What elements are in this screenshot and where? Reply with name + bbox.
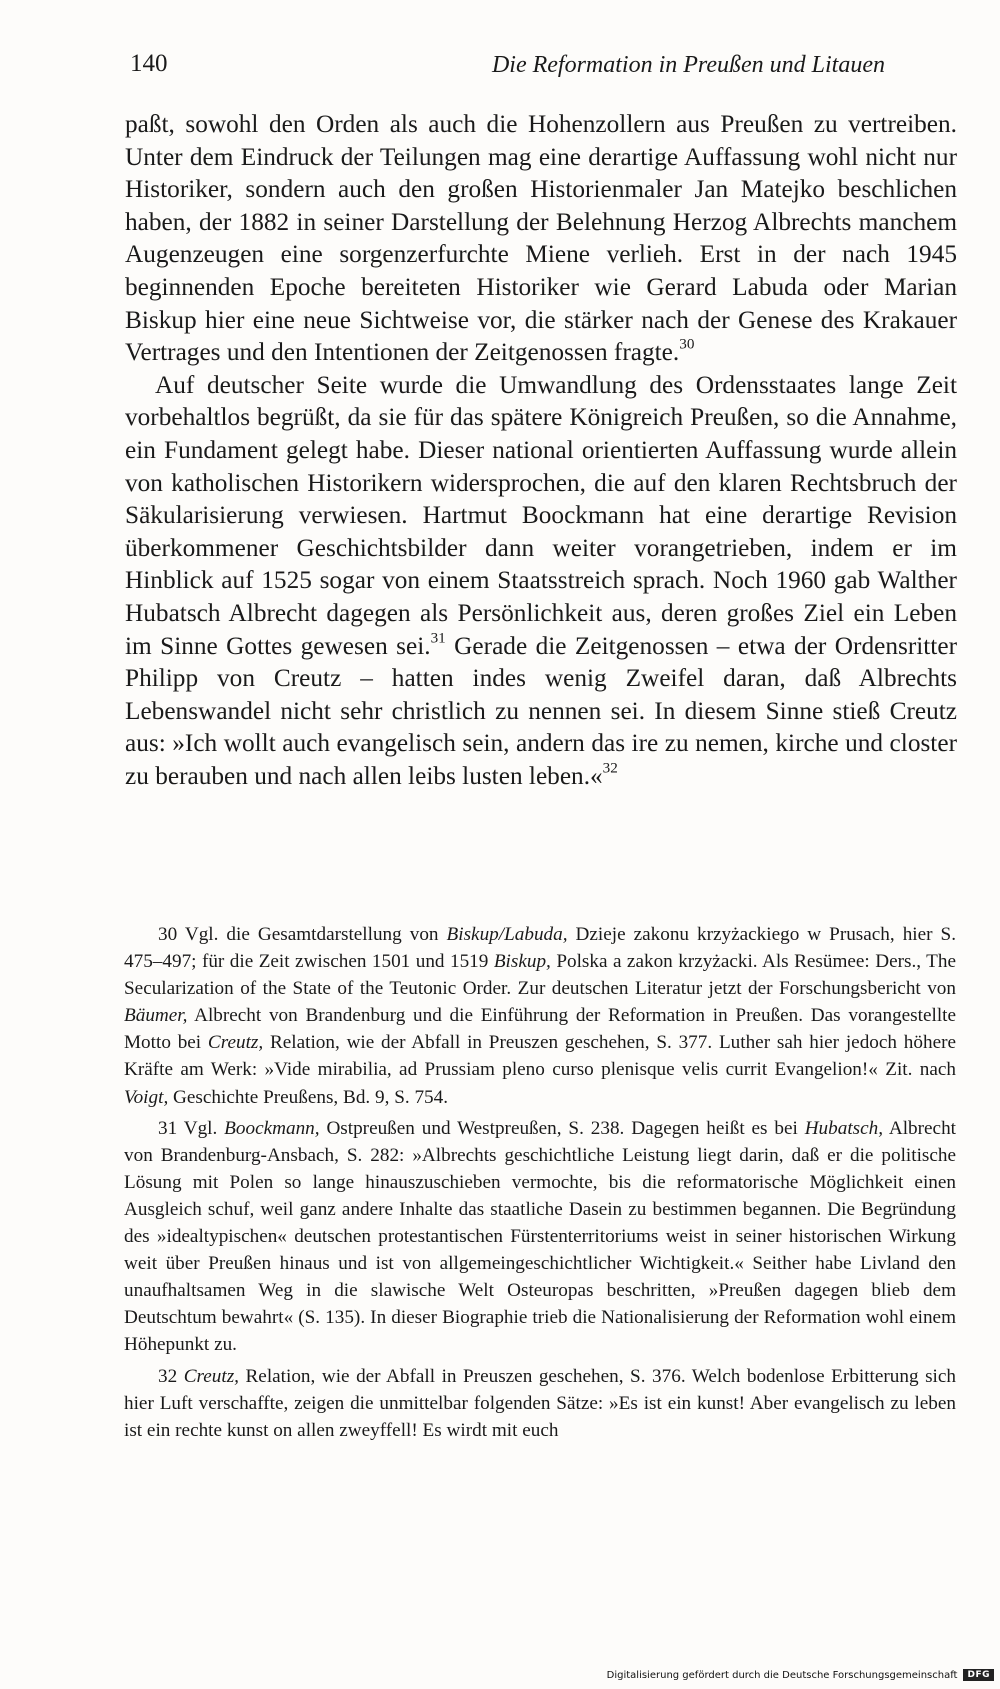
footnote-text: Relation, wie der Abfall in Preuszen geschehen, S. 377. Luther sah hier jedoch höhere Kräfte am Werk: »Vide mirabilia, ad Prussiam pleno curso plenisque velis currit Evangelion!« Zit. nach [124, 1032, 956, 1081]
footnote-31 [124, 1115, 956, 1359]
footnote-author: Creutz, [207, 1032, 264, 1054]
footnote-author: Bäumer, [124, 1005, 188, 1027]
footnote-author: Voigt, [124, 1086, 169, 1108]
footnote-author: Biskup, [493, 951, 551, 973]
footnote-text: Vgl. die Gesamtdarstellung von [177, 924, 447, 945]
paragraph-2 [125, 369, 957, 793]
footnote-author: Biskup/Labuda, [446, 924, 568, 945]
footnote-ref-31[interactable]: 31 [430, 629, 446, 647]
footnotes [124, 921, 956, 1448]
credit-text: Digitalisierung gefördert durch die Deutsche Forschungsgemeinschaft [606, 1669, 958, 1681]
running-head: Die Reformation in Preußen und Litauen [491, 52, 885, 78]
footnote-text: Albrecht von Brandenburg-Ansbach, S. 282: »Albrechts geschichtliche Leistung liegt darin, daß er die politische Lösung mit Polen so lange hinauszuschieben vermochte, bis die reformatorische Möglichkeit einen Ausgleich schuf, weil ganz andere Inhalte das staatliche Dasein zu bestimmen begannen. Die Begründung des »idealtypischen« deutschen protestantischen Fürstenterritoriums weist in seiner historischen Wirkung weit über Preußen hinaus und ist von allgemeingeschichtlicher Wichtigkeit.« Seither habe Livland den unaufhaltsamen Weg in die slawische Welt Osteuropas beschritten, »Preußen dagegen blieb dem Deutschtum bewahrt« (S. 135). In dieser Biographie trieb die Nationalisierung der Reformation wohl einem Höhepunkt zu. [124, 1117, 956, 1356]
footnote-text: Albrecht von Brandenburg und die Einführung der Reformation in Preußen. Das vorangestellte Motto bei [124, 1005, 956, 1054]
digitization-credit [607, 1669, 994, 1681]
footnote-author: Hubatsch, [804, 1117, 884, 1139]
footnote-author: Creutz, [183, 1365, 239, 1387]
footnote-text: Vgl. [177, 1117, 225, 1139]
footnote-text: Relation, wie der Abfall in Preuszen geschehen, S. 376. Welch bodenlose Erbitterung sich hier Luft verschaffte, zeigen die unmittelbar folgenden Sätze: »Es ist ein kunst! Aber evangelisch zu leben ist ein rechte kunst on allen zweyffell! Es wirdt mit euch [124, 1365, 957, 1441]
dfg-logo-icon: DFG [963, 1669, 994, 1681]
footnote-text: Ostpreußen und Westpreußen, S. 238. Dagegen heißt es bei [319, 1117, 805, 1139]
paragraph-2-text-a: Auf deutscher Seite wurde die Umwandlung des Ordensstaates lange Zeit vorbehaltlos begrüßt, da sie für das spätere Königreich Preußen, so die Annahme, ein Fundament gelegt habe. Dieser national orientierten Auffassung wurde allein von katholischen Historikern widersprochen, die auf den klaren Rechtsbruch der Säkularisierung verwiesen. Hartmut Boockmann hat eine derartige Revision überkommener Geschichtsbilder dann weiter vorangetrieben, indem er im Hinblick auf 1525 sogar von einem Staatsstreich sprach. Noch 1960 gab Walther Hubatsch Albrecht dagegen als Persönlichkeit aus, deren großes Ziel ein Leben im Sinne Gottes gewesen sei. [125, 370, 957, 660]
footnote-number: 30 [158, 924, 178, 945]
footnote-32 [124, 1363, 956, 1444]
page-number: 140 [130, 50, 168, 77]
footnote-text: Dzieje zakonu krzyżackiego w Prusach, hier S. 475–497; für die Zeit zwischen 1501 und 1519 [124, 924, 956, 973]
footnote-ref-30[interactable]: 30 [679, 335, 695, 353]
paragraph-1 [125, 108, 957, 369]
footnote-30 [124, 921, 956, 1111]
paragraph-2-text-b: Gerade die Zeitgenossen – etwa der Ordensritter Philipp von Creutz – hatten indes wenig Zweifel daran, daß Albrechts Lebenswandel nicht sehr christlich zu nennen sei. In diesem Sinne stieß Creutz aus: »Ich wollt auch evangelisch sein, andern das ire zu nemen, kirche und closter zu berauben und nach allen leibs lusten leben.« [125, 631, 957, 790]
footnote-text: Polska a zakon krzyżacki. Als Resümee: Ders., The Secularization of the State of the Teutonic Order. Zur deutschen Literatur jetzt der Forschungsbericht von [124, 951, 956, 1000]
footnote-author: Boockmann, [224, 1117, 320, 1139]
footnote-text: Geschichte Preußens, Bd. 9, S. 754. [168, 1086, 449, 1108]
footnote-number: 32 [158, 1365, 178, 1387]
footnote-ref-32[interactable]: 32 [602, 759, 618, 777]
paragraph-1-text: paßt, sowohl den Orden als auch die Hohenzollern aus Preußen zu vertreiben. Unter dem Eindruck der Teilungen mag eine derartige Auffassung wohl nicht nur Historiker, sondern auch den großen Historienmaler Jan Matejko beschlichen haben, der 1882 in seiner Darstellung der Belehnung Herzog Albrechts manchem Augenzeugen eine sorgenzerfurchte Miene verlieh. Erst in der nach 1945 beginnenden Epoche bereiteten Historiker wie Gerard Labuda oder Marian Biskup hier eine neue Sichtweise vor, die stärker nach der Genese des Krakauer Vertrages und den Intentionen der Zeitgenossen fragte. [125, 110, 957, 367]
footnote-number: 31 [158, 1117, 178, 1139]
main-text [125, 108, 957, 792]
page-header [120, 50, 885, 90]
